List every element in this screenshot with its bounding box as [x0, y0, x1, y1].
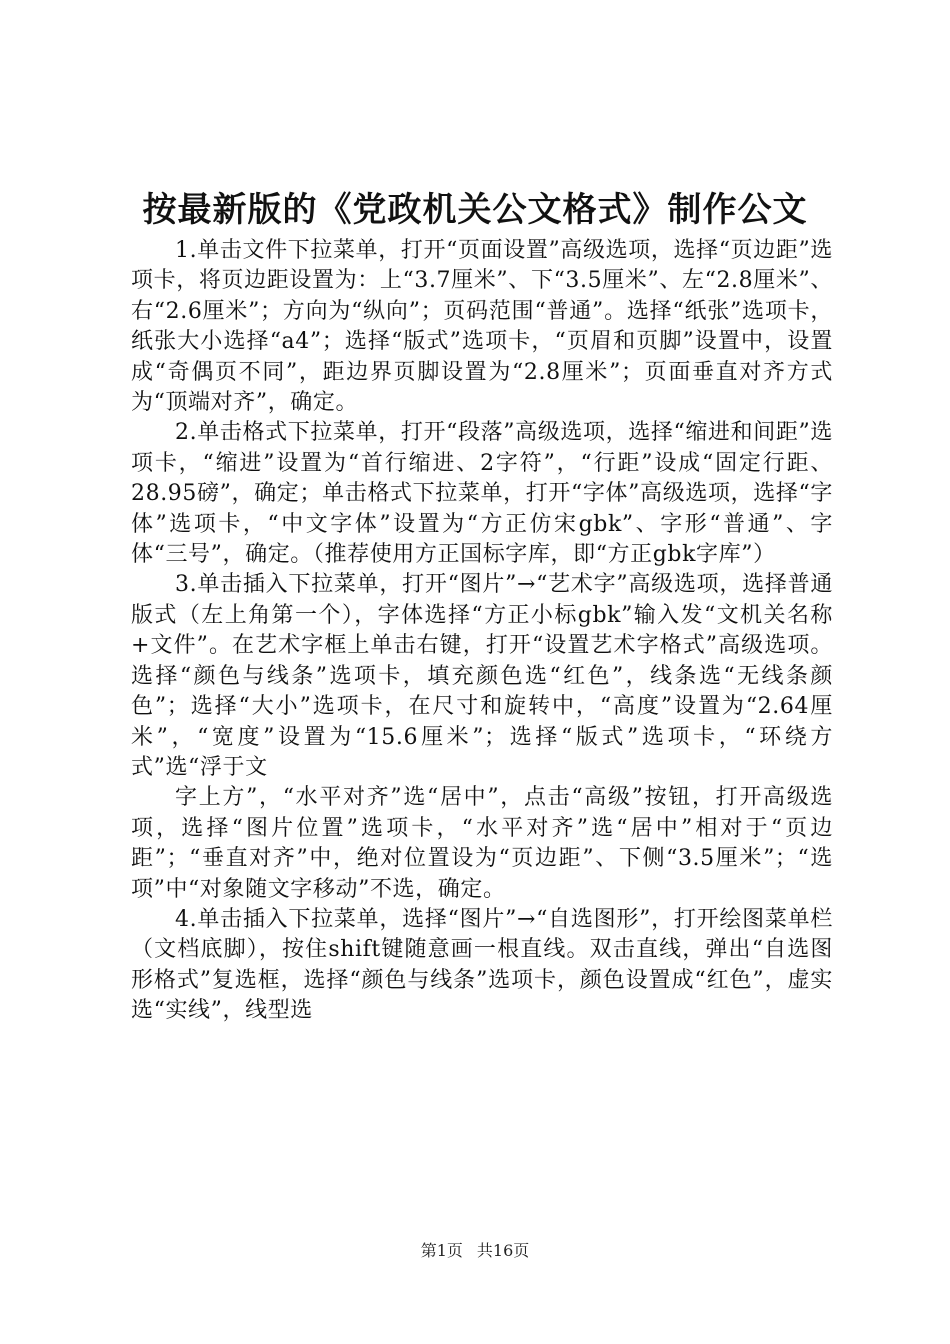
- document-body: [131, 236, 833, 1027]
- paragraph-2: 2.单击格式下拉菜单，打开“段落”高级选项，选择“缩进和间距”选项卡，“缩进”设置为“首行缩进、2字符”，“行距”设成“固定行距、28.95磅”，确定；单击格式下拉菜单，打开“字体”高级选项，选择“字体”选项卡，“中文字体”设置为“方正仿宋gbk”、字形“普通”、字体“三号”，确定。（推荐使用方正国标字库，即“方正gbk字库”）: [131, 420, 833, 568]
- document-title: 按最新版的《党政机关公文格式》制作公文: [142, 190, 808, 230]
- paragraph-3-continued: 字上方”，“水平对齐”选“居中”，点击“高级”按钮，打开高级选项，选择“图片位置”选项卡，“水平对齐”选“居中”相对于“页边距”；“垂直对齐”中，绝对位置设为“页边距”、下侧“3.5厘米”；“选项”中“对象随文字移动”不选，确定。: [131, 785, 833, 902]
- page-total: 共16页: [476, 1241, 530, 1260]
- page-footer: [0, 1240, 950, 1262]
- paragraph-4: 4.单击插入下拉菜单，选择“图片”→“自选图形”，打开绘图菜单栏（文档底脚），按住shift键随意画一根直线。双击直线，弹出“自选图形格式”复选框，选择“颜色与线条”选项卡，颜色设置成“红色”，虚实选“实线”，线型选: [131, 906, 833, 1024]
- page-number: 第1页: [420, 1241, 463, 1260]
- paragraph-1: 1.单击文件下拉菜单，打开“页面设置”高级选项，选择“页边距”选项卡，将页边距设置为：上“3.7厘米”、下“3.5厘米”、左“2.8厘米”、右“2.6厘米”；方向为“纵向”；页码范围“普通”。选择“纸张”选项卡，纸张大小选择“a4”；选择“版式”选项卡，“页眉和页脚”设置中，设置成“奇偶页不同”，距边界页脚设置为“2.8厘米”；页面垂直对齐方式为“顶端对齐”，确定。: [131, 238, 833, 416]
- paragraph-3: 3.单击插入下拉菜单，打开“图片”→“艺术字”高级选项，选择普通版式（左上角第一个），字体选择“方正小标gbk”输入发“文机关名称+文件”。在艺术字框上单击右键，打开“设置艺术字格式”高级选项。选择“颜色与线条”选项卡，填充颜色选“红色”，线条选“无线条颜色”；选择“大小”选项卡，在尺寸和旋转中，“高度”设置为“2.64厘米”，“宽度”设置为“15.6厘米”；选择“版式”选项卡，“环绕方式”选“浮于文: [131, 572, 833, 780]
